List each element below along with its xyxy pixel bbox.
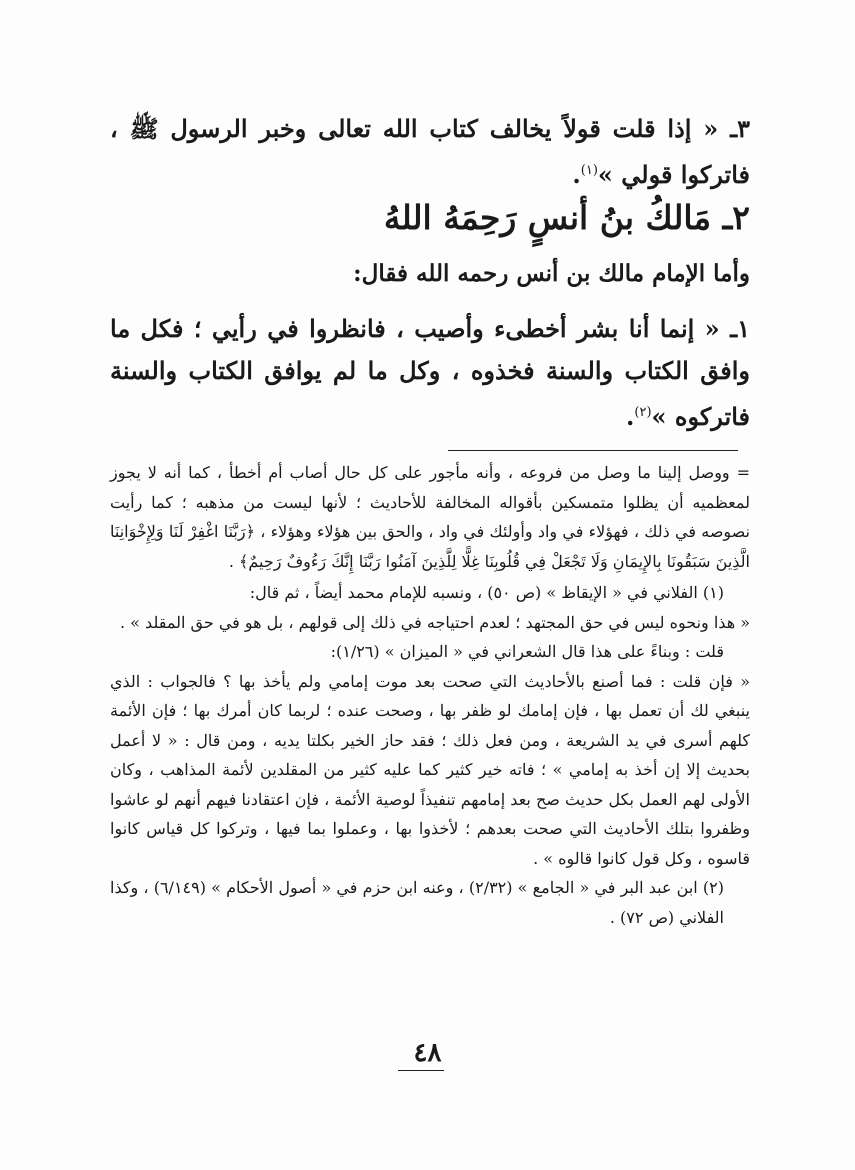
footnote-1-quote: « هذا ونحوه ليس في حق المجتهد ؛ لعدم احتياجه في ذلك إلى قولهم ، بل هو في حق المقلد » . (120, 612, 750, 632)
page-number-rule (398, 1070, 444, 1071)
footnote-1-comment: قلت : وبناءً على هذا قال الشعراني في « الميزان » (١/٢٦): (330, 642, 724, 661)
page-number: ٤٨ (413, 1038, 442, 1068)
section-heading: ٢ـ مَالكُ بنُ أنسٍ رَحِمَهُ اللهُ (383, 198, 750, 237)
footnote-ref-2[interactable]: (٢) (634, 405, 652, 420)
footnote-ref-1[interactable]: (١) (580, 163, 598, 178)
footnote-1-shaarani-quote: « فإن قلت : فما أصنع بالأحاديث التي صحت بعد موت إمامي ولم يأخذ بها ؟ فالجواب : الذي ينبغي لك أن تعمل بها ، فإن إمامك لو ظفر بها ، وصحت عنده ؛ لربما كان أمرك بها ؛ فإن الأئمة كلهم أسرى في يد الشريعة ، ومن فعل ذلك ؛ فقد حاز الخير بكلتا يديه ، ومن قال : « لا أعمل بحديث إلا إن أخذ به إمامي » ؛ فاته خير كثير كما عليه كثير من المقلدين لأئمة المذاهب ، وكان الأولى لهم العمل بكل حديث صح بعد إمامهم تنفيذاً لوصية الأئمة ، فإن اعتقادنا فيهم أنهم لو عاشوا وظفروا بتلك الأحاديث التي صحت بعدهم ؛ لأخذوا بها ، وعملوا بما فيها ، وتركوا كل قياس كانوا قاسوه ، وكل قول كانوا قالوه » . (110, 671, 751, 868)
quote-paragraph-3 (110, 108, 750, 196)
quote-3-text: ٣ـ « إذا قلت قولاً يخالف كتاب الله تعالى وخبر الرسول ﷺ ، فاتركوا قولي » (110, 114, 750, 189)
quote-1-end: . (626, 402, 635, 431)
footnotes-section (110, 458, 750, 932)
quote-paragraph-1 (110, 308, 750, 438)
footnote-2: (٢) ابن عبد البر في « الجامع » (٢/٣٢) ، وعنه ابن حزم في « أصول الأحكام » (٦/١٤٩) ، وكذا الفلاني (ص ٧٢) . (110, 878, 725, 927)
quote-3-end: . (572, 160, 581, 189)
footnote-divider (448, 450, 738, 451)
footnote-continuation: = ووصل إلينا ما وصل من فروعه ، وأنه مأجور على كل حال أصاب أم أخطأ ، كما أنه لا يجوز لمعظميه أن يظلوا متمسكين بأقواله المخالفة للأحاديث ؛ لأنها ليست من مذهبه ؛ كما رأيت نصوصه في ذلك ، فهؤلاء في واد وأولئك في واد ، والحق بين هؤلاء وهؤلاء ، ﴿رَبَّنَا اغْفِرْ لَنَا وَلِإِخْوَانِنَا الَّذِينَ سَبَقُونَا بِالإِيمَانِ وَلَا تَجْعَلْ فِي قُلُوبِنَا غِلًّا لِلَّذِينَ آمَنُوا رَبَّنَا إِنَّكَ رَءُوفٌ رَحِيمٌ﴾ . (110, 463, 750, 571)
section-intro: وأما الإمام مالك بن أنس رحمه الله فقال: (353, 260, 750, 287)
footnote-1-source: (١) الفلاني في « الإيقاظ » (ص ٥٠) ، ونسبه للإمام محمد أيضاً ، ثم قال: (249, 583, 724, 602)
quote-1-text: ١ـ « إنما أنا بشر أخطىء وأصيب ، فانظروا في رأيي ؛ فكل ما وافق الكتاب والسنة فخذوه ، وكل ما لم يوافق الكتاب والسنة فاتركوه » (110, 314, 750, 431)
